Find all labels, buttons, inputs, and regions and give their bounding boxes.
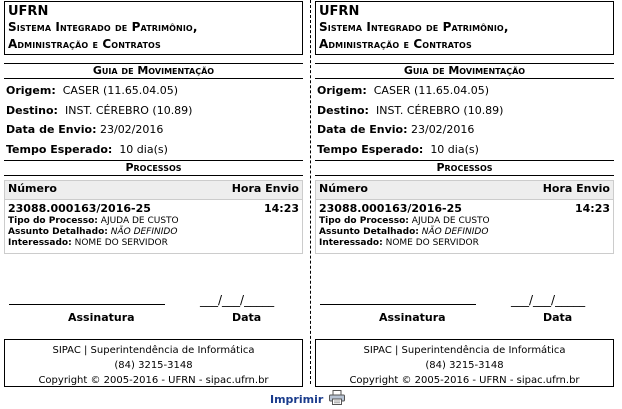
system-name-line2: Administração e Contratos (8, 37, 161, 51)
signature-line (9, 304, 165, 305)
footer-line1: SIPAC | Superintendência de Informática (363, 345, 566, 356)
tipo-label: Tipo do Processo: (8, 216, 98, 226)
col-numero: Número (8, 182, 57, 195)
guide-copy-right (311, 0, 618, 384)
table-header (316, 181, 613, 200)
origem-label: Origem: (317, 84, 367, 97)
destino-row (317, 104, 503, 118)
tipo-line (319, 216, 610, 227)
process-time: 14:23 (574, 202, 610, 215)
system-header (4, 1, 303, 55)
print-link[interactable] (270, 390, 345, 406)
printer-icon[interactable] (329, 390, 345, 405)
destino-value: INST. CÉREBRO (10.89) (375, 104, 504, 117)
signature-line (320, 304, 476, 305)
tempo-label: Tempo Esperado: (6, 143, 113, 156)
assunto-line (8, 227, 299, 238)
origem-row (6, 84, 178, 98)
footer-line3: Copyright © 2005-2016 - UFRN - sipac.ufrn.br (349, 375, 580, 386)
tipo-label: Tipo do Processo: (319, 216, 409, 226)
footer-line2: (84) 3215-3148 (425, 360, 504, 371)
processes-table (315, 180, 614, 254)
signature-label: Assinatura (379, 311, 446, 324)
guide-title: Guia de Movimentação (4, 63, 303, 79)
signature-label: Assinatura (68, 311, 135, 324)
tempo-label: Tempo Esperado: (317, 143, 424, 156)
assunto-label: Assunto Detalhado: (8, 227, 108, 237)
interessado-value: NOME DO SERVIDOR (74, 238, 168, 248)
assunto-label: Assunto Detalhado: (319, 227, 419, 237)
process-time: 14:23 (263, 202, 299, 215)
col-hora-envio: Hora Envio (231, 182, 299, 195)
origem-value: CASER (11.65.04.05) (373, 84, 490, 97)
guide-copy-left (0, 0, 307, 384)
processes-title: Processos (4, 160, 303, 176)
destino-value: INST. CÉREBRO (10.89) (64, 104, 193, 117)
date-blanks: ___/___/_____ (200, 293, 275, 307)
date-label: Data (543, 311, 573, 324)
assunto-value: NÃO DEFINIDO (421, 227, 489, 237)
origem-value: CASER (11.65.04.05) (62, 84, 179, 97)
university-name: UFRN (8, 4, 49, 19)
data-envio-value: 23/02/2016 (410, 123, 475, 136)
table-row (316, 200, 613, 249)
assunto-value: NÃO DEFINIDO (110, 227, 178, 237)
table-header (5, 181, 302, 200)
data-envio-label: Data de Envio: (317, 123, 408, 136)
tempo-value: 10 dia(s) (119, 143, 168, 156)
system-name-line2: Administração e Contratos (319, 37, 472, 51)
origem-label: Origem: (6, 84, 56, 97)
data-envio-row (317, 123, 474, 137)
data-envio-row (6, 123, 163, 137)
system-name-line1: Sistema Integrado de Patrimônio, (319, 20, 509, 34)
tipo-line (8, 216, 299, 227)
tempo-value: 10 dia(s) (430, 143, 479, 156)
guide-title: Guia de Movimentação (315, 63, 614, 79)
footer-line1: SIPAC | Superintendência de Informática (52, 345, 255, 356)
col-numero: Número (319, 182, 368, 195)
system-header (315, 1, 614, 55)
process-number: 23088.000163/2016-25 (319, 202, 462, 215)
process-number: 23088.000163/2016-25 (8, 202, 151, 215)
print-label[interactable]: Imprimir (270, 393, 324, 406)
interessado-value: NOME DO SERVIDOR (385, 238, 479, 248)
interessado-line (8, 238, 299, 249)
system-name-line1: Sistema Integrado de Patrimônio, (8, 20, 198, 34)
footer-line2: (84) 3215-3148 (114, 360, 193, 371)
tipo-value: AJUDA DE CUSTO (411, 216, 490, 226)
destino-label: Destino: (317, 104, 369, 117)
tipo-value: AJUDA DE CUSTO (100, 216, 179, 226)
table-row (5, 200, 302, 249)
processes-title: Processos (315, 160, 614, 176)
date-label: Data (232, 311, 262, 324)
date-blanks: ___/___/_____ (511, 293, 586, 307)
university-name: UFRN (319, 4, 360, 19)
interessado-label: Interessado: (8, 238, 72, 248)
assunto-line (319, 227, 610, 238)
interessado-line (319, 238, 610, 249)
processes-table (4, 180, 303, 254)
destino-row (6, 104, 192, 118)
data-envio-label: Data de Envio: (6, 123, 97, 136)
destino-label: Destino: (6, 104, 58, 117)
col-hora-envio: Hora Envio (542, 182, 610, 195)
tempo-row (6, 143, 168, 157)
footer (4, 339, 303, 387)
footer-line3: Copyright © 2005-2016 - UFRN - sipac.ufrn.br (38, 375, 269, 386)
footer (315, 339, 614, 387)
data-envio-value: 23/02/2016 (99, 123, 164, 136)
origem-row (317, 84, 489, 98)
tempo-row (317, 143, 479, 157)
interessado-label: Interessado: (319, 238, 383, 248)
